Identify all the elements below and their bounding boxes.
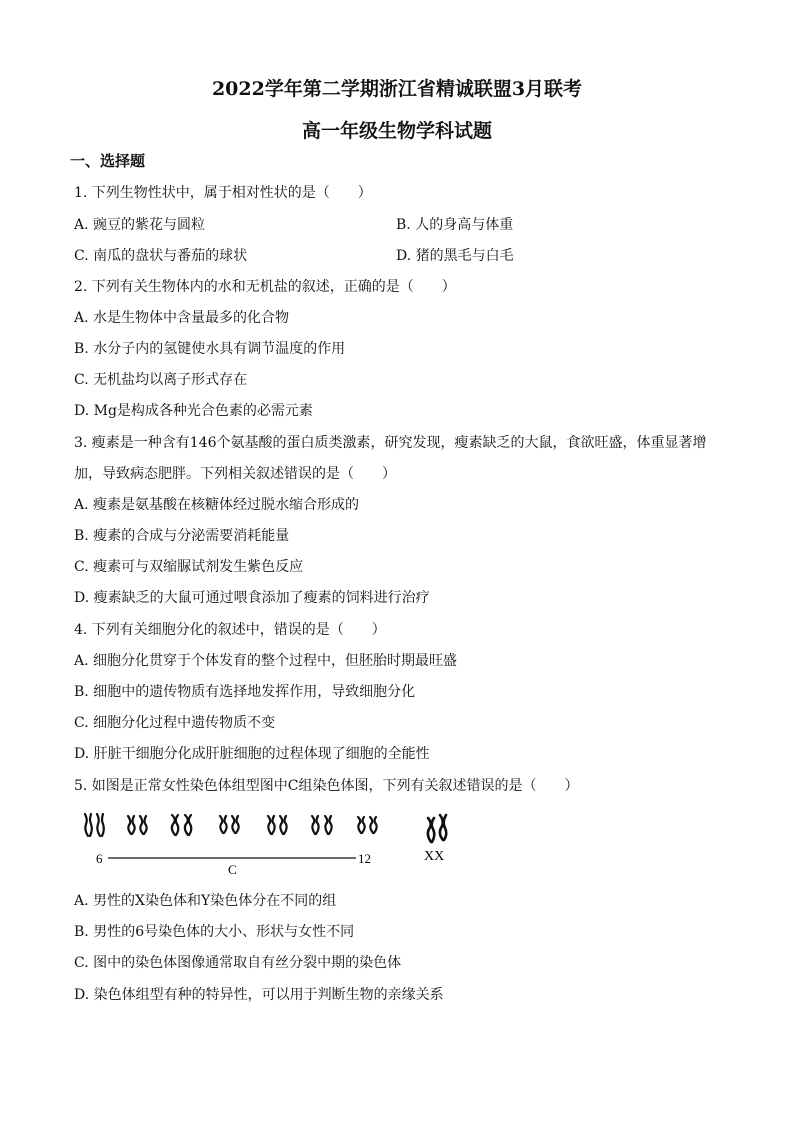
q1-option-d: D. 猪的黑毛与白毛 [396,248,514,264]
chromosome-pair-x [428,815,446,842]
section-heading: 一、选择题 [70,152,146,170]
chromosome-pair-7 [128,816,147,834]
q1-stem: 1. 下列生物性状中，属于相对性状的是（ ） [74,185,372,201]
q1-option-a: A. 豌豆的紫花与圆粒 [74,217,206,233]
chromosome-pair-8 [172,815,191,835]
chromosome-pair-11 [312,816,332,834]
q1-option-c: C. 南瓜的盘状与番茄的球状 [74,248,248,264]
q3-option-d: D. 瘦素缺乏的大鼠可通过喂食添加了瘦素的饲料进行治疗 [74,590,430,606]
exam-title: 2022学年第二学期浙江省精诚联盟3月联考 [211,78,583,100]
range-start-label: 6 [96,851,103,866]
q3-stem-line2: 加，导致病态肥胖。下列相关叙述错误的是（ ） [74,466,396,482]
chromosome-pair-9 [220,816,239,833]
q5-stem: 5. 如图是正常女性染色体组型图中C组染色体图，下列有关叙述错误的是（ ） [74,778,579,794]
q2-option-b: B. 水分子内的氢键使水具有调节温度的作用 [74,341,346,357]
chromosome-pair-6 [85,814,104,836]
q2-option-d: D. Mg是构成各种光合色素的必需元素 [74,403,313,419]
q1-option-b: B. 人的身高与体重 [396,217,514,233]
q2-option-c: C. 无机盐均以离子形式存在 [74,372,248,388]
exam-subtitle: 高一年级生物学科试题 [301,120,492,142]
q5-option-c: C. 图中的染色体图像通常取自有丝分裂中期的染色体 [74,955,402,971]
q3-option-a: A. 瘦素是氨基酸在核糖体经过脱水缩合形成的 [74,497,360,513]
q5-option-a: A. 男性的X染色体和Y染色体分在不同的组 [74,893,337,909]
q4-option-a: A. 细胞分化贯穿于个体发育的整个过程中，但胚胎时期最旺盛 [74,653,458,669]
q3-stem-line1: 3. 瘦素是一种含有146个氨基酸的蛋白质类激素，研究发现，瘦素缺乏的大鼠，食欲旺盛，体重显著增 [74,435,707,451]
q2-option-a: A. 水是生物体中含量最多的化合物 [74,310,290,326]
q4-option-c: C. 细胞分化过程中遗传物质不变 [74,715,276,731]
q3-option-c: C. 瘦素可与双缩脲试剂发生紫色反应 [74,559,304,575]
q5-option-d: D. 染色体组型有种的特异性，可以用于判断生物的亲缘关系 [74,987,444,1003]
q2-stem: 2. 下列有关生物体内的水和无机盐的叙述，正确的是（ ） [74,279,456,295]
q4-stem: 4. 下列有关细胞分化的叙述中，错误的是（ ） [74,622,386,638]
q4-option-b: B. 细胞中的遗传物质有选择地发挥作用，导致细胞分化 [74,684,416,700]
group-label: C [228,862,237,877]
chromosome-pair-12 [358,817,377,833]
q4-option-d: D. 肝脏干细胞分化成肝脏细胞的过程体现了细胞的全能性 [74,746,430,762]
q3-option-b: B. 瘦素的合成与分泌需要消耗能量 [74,528,290,544]
range-end-label: 12 [358,851,371,866]
chromosome-figure [82,810,462,880]
sex-chromosome-label: XX [424,849,445,864]
chromosome-pair-10 [268,816,287,834]
q5-option-b: B. 男性的6号染色体的大小、形状与女性不同 [74,924,355,940]
